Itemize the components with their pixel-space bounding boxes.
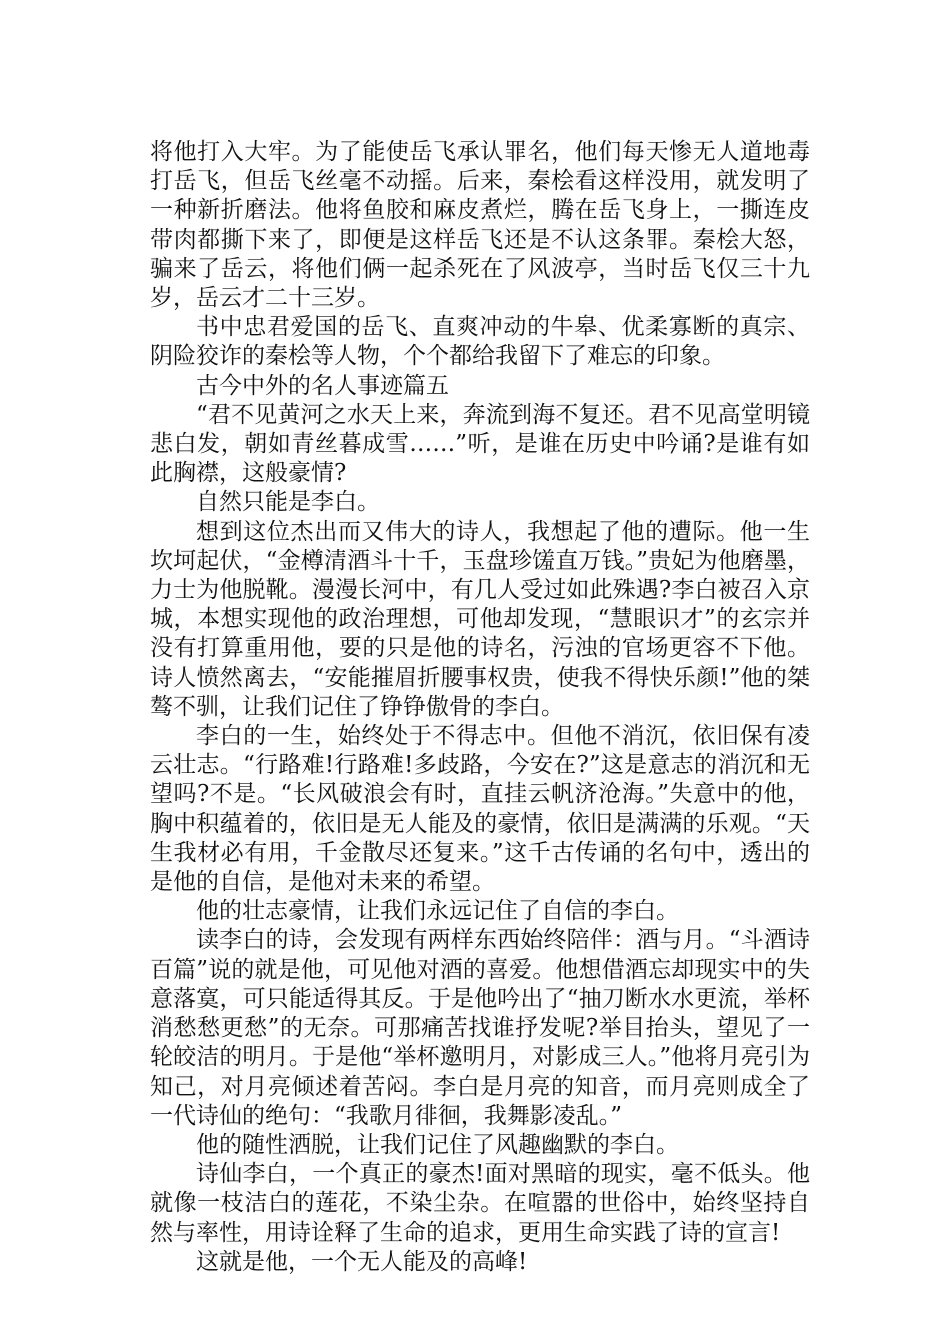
paragraph-confident-li-bai: 他的壮志豪情，让我们永远记住了自信的李白。 <box>196 898 679 925</box>
paragraph-poem-opening: “君不见黄河之水天上来，奔流到海不复还。君不见高堂明镜悲白发，朝如青丝暮成雪……”听，是谁在历史中吟诵?是谁有如此胸襟，这般豪情? <box>150 401 810 487</box>
paragraph-wine-and-moon: 读李白的诗，会发现有两样东西始终陪伴：酒与月。“斗酒诗百篇”说的就是他，可见他对酒的喜爱。他想借酒忘却现实中的失意落寞，可只能适得其反。于是他吟出了“抽刀断水水更流，举杯消愁愁更愁”的无奈。可那痛苦找谁抒发呢?举目抬头，望见了一轮皎洁的明月。于是他“举杯邀明月，对影成三人。”他将月亮引为知己，对月亮倾述着苦闷。李白是月亮的知音，而月亮则成全了一代诗仙的绝句：“我歌月徘徊，我舞影凌乱。” <box>150 927 810 1129</box>
section-heading: 古今中外的名人事迹篇五 <box>196 372 449 399</box>
document-body <box>150 138 810 1277</box>
paragraph-poet-immortal: 诗仙李白，一个真正的豪杰!面对黑暗的现实，毫不低头。他就像一枝洁白的莲花，不染尘杂。在喧嚣的世俗中，始终坚持自然与率性，用诗诠释了生命的追求，更用生命实践了诗的宣言! <box>150 1161 810 1246</box>
paragraph-conclusion: 这就是他，一个无人能及的高峰! <box>196 1248 528 1275</box>
paragraph-li-bai-answer: 自然只能是李白。 <box>196 489 380 516</box>
paragraph-yue-fei-torture: 将他打入大牢。为了能使岳飞承认罪名，他们每天惨无人道地毒打岳飞，但岳飞丝毫不动摇。后来，秦桧看这样没用，就发明了一种新折磨法。他将鱼胶和麻皮煮烂，腾在岳飞身上，一撕连皮带肉都撕下来了，即便是这样岳飞还是不认这条罪。秦桧大怒，骗来了岳云，将他们俩一起杀死在了风波亭，当时岳飞仅三十九岁，岳云才二十三岁。 <box>150 139 810 312</box>
paragraph-li-bai-life: 想到这位杰出而又伟大的诗人，我想起了他的遭际。他一生坎坷起伏，“金樽清酒斗十千，玉盘珍馐直万钱。”贵妃为他磨墨，力士为他脱靴。漫漫长河中，有几人受过如此殊遇?李白被召入京城，本想实现他的政治理想，可他却发现，“慧眼识才”的玄宗并没有打算重用他，要的只是他的诗名，污浊的官场更容不下他。诗人愤然离去，“安能摧眉折腰事权贵，使我不得快乐颜!”他的桀骜不驯，让我们记住了铮铮傲骨的李白。 <box>150 518 810 720</box>
paragraph-book-characters: 书中忠君爱国的岳飞、直爽冲动的牛皋、优柔寡断的真宗、阴险狡诈的秦桧等人物，个个都给我留下了难忘的印象。 <box>150 314 810 370</box>
paragraph-humorous-li-bai: 他的随性洒脱，让我们记住了风趣幽默的李白。 <box>196 1131 679 1158</box>
paragraph-li-bai-ambition: 李白的一生，始终处于不得志中。但他不消沉，依旧保有凌云壮志。“行路难!行路难!多歧路，今安在?”这是意志的消沉和无望吗?不是。“长风破浪会有时，直挂云帆济沧海。”失意中的他，胸中积蕴着的，依旧是无人能及的豪情，依旧是满满的乐观。“天生我材必有用，千金散尽还复来。”这千古传诵的名句中，透出的是他的自信，是他对未来的希望。 <box>150 723 810 896</box>
